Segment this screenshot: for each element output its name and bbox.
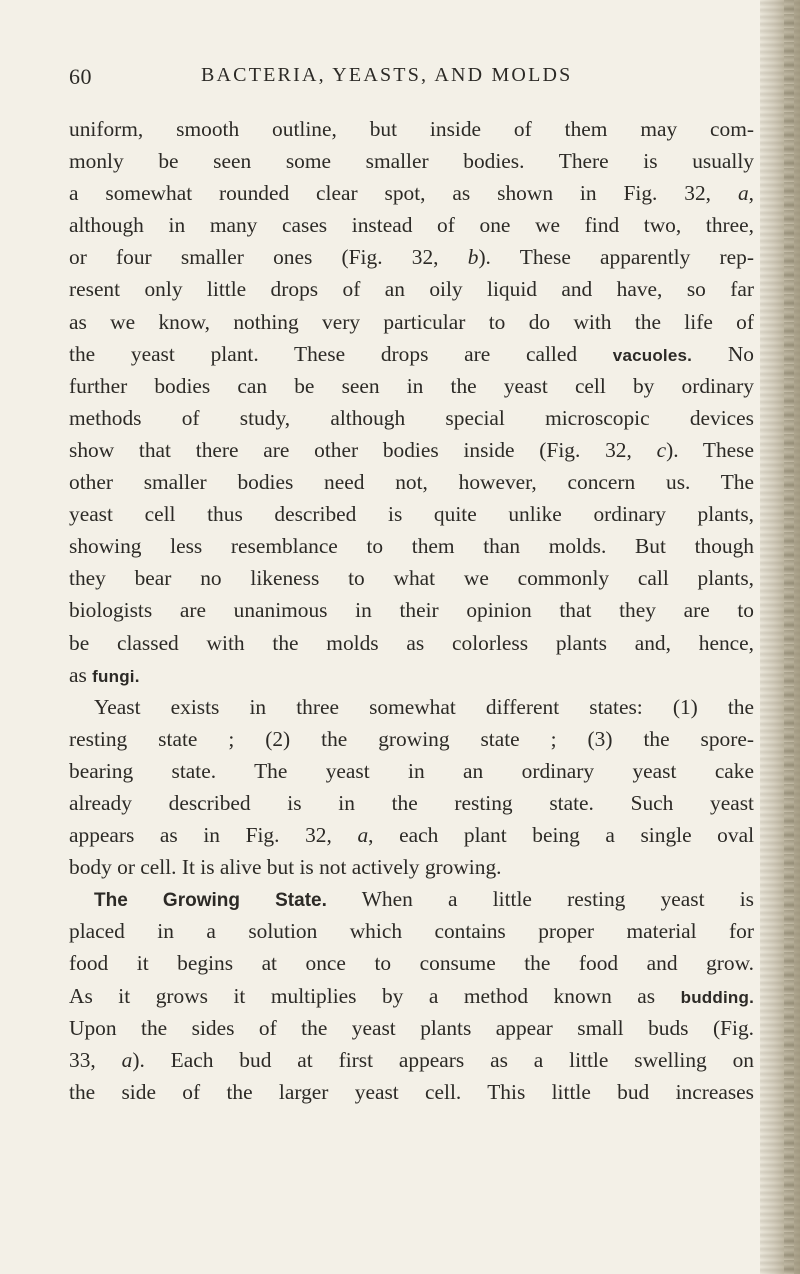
text-run: or four smaller ones (Fig. 32,	[69, 245, 468, 270]
text-run: resting state ; (2) the growing state ; (3) the spore-	[69, 726, 754, 751]
text-run: Upon the sides of the yeast plants appear small buds (Fig.	[69, 1015, 754, 1040]
text-run: show that there are other bodies inside (Fig. 32,	[69, 437, 657, 462]
text-run: showing less resemblance to them than molds. But though	[69, 534, 754, 559]
bold-term: fungi.	[92, 666, 140, 686]
text-line	[69, 1044, 754, 1076]
text-line	[69, 1012, 754, 1044]
text-run: food it begins at once to consume the food and grow.	[69, 951, 754, 976]
text-line	[69, 466, 754, 498]
text-run: resent only little drops of an oily liquid and have, so far	[69, 277, 754, 302]
text-line	[69, 819, 754, 851]
page-edge-shadow	[760, 0, 800, 1274]
text-run: 33,	[69, 1047, 122, 1072]
text-run: a somewhat rounded clear spot, as shown in Fig. 32,	[69, 181, 738, 206]
text-run: although in many cases instead of one we find two, three,	[69, 213, 754, 238]
text-line	[69, 370, 754, 402]
text-line	[69, 209, 754, 241]
text-line	[69, 306, 754, 338]
text-line	[69, 755, 754, 787]
text-line	[69, 434, 754, 466]
text-line	[69, 659, 754, 691]
text-run: as we know, nothing very particular to do with the life of	[69, 309, 754, 334]
text-line	[69, 691, 754, 723]
text-run: methods of study, although special microscopic devices	[69, 405, 754, 430]
text-line	[69, 947, 754, 979]
text-line	[69, 787, 754, 819]
italic-letter: a	[737, 181, 749, 206]
text-run: the side of the larger yeast cell. This little bud increases	[69, 1079, 754, 1104]
text-line	[69, 113, 754, 145]
text-run: When a little resting yeast is	[326, 887, 755, 912]
text-run: bearing state. The yeast in an ordinary yeast cake	[69, 758, 754, 783]
text-line	[69, 498, 754, 530]
section-heading: The Growing State.	[94, 890, 327, 912]
text-run: as	[69, 662, 93, 687]
italic-letter: b	[467, 245, 479, 270]
italic-letter: a	[121, 1047, 133, 1072]
text-run: already described is in the resting state. Such yeast	[69, 790, 754, 815]
text-run: monly be seen some smaller bodies. There is usually	[69, 149, 754, 174]
text-run: further bodies can be seen in the yeast cell by ordinary	[69, 373, 754, 398]
text-line	[69, 883, 754, 915]
page-header	[69, 64, 749, 94]
page-number: 60	[69, 64, 92, 89]
text-run: uniform, smooth outline, but inside of them may com-	[69, 117, 754, 141]
text-run: ,	[748, 181, 754, 206]
text-line	[69, 915, 754, 947]
text-run: placed in a solution which contains proper material for	[69, 919, 754, 944]
text-line	[69, 145, 754, 177]
text-line	[69, 980, 754, 1012]
text-run: As it grows it multiplies by a method known as	[69, 983, 681, 1008]
text-run: the yeast plant. These drops are called	[69, 341, 613, 366]
running-head: BACTERIA, YEASTS, AND MOLDS	[201, 64, 573, 86]
text-run: ). These	[666, 437, 754, 462]
bold-term: vacuoles.	[612, 345, 693, 365]
text-run: ). These apparently rep-	[478, 245, 754, 270]
text-line	[69, 723, 754, 755]
text-line	[69, 562, 754, 594]
text-run: body or cell. It is alive but is not actively growing.	[69, 855, 502, 880]
text-run: biologists are unanimous in their opinion that they are to	[69, 598, 754, 623]
text-run: Yeast exists in three somewhat different states: (1) the	[94, 694, 754, 719]
text-run: ). Each bud at first appears as a little swelling on	[132, 1047, 754, 1072]
italic-letter: a	[357, 823, 369, 848]
text-run: be classed with the molds as colorless plants and, hence,	[69, 630, 754, 655]
text-line	[69, 338, 754, 370]
body-text	[69, 113, 754, 1108]
text-line	[69, 402, 754, 434]
text-run: No	[692, 341, 754, 366]
text-line	[69, 851, 754, 883]
text-line	[69, 594, 754, 626]
text-line	[69, 627, 754, 659]
text-line	[69, 530, 754, 562]
italic-letter: c	[656, 437, 667, 462]
text-line	[69, 177, 754, 209]
text-line	[69, 273, 754, 305]
text-run: other smaller bodies need not, however, concern us. The	[69, 470, 754, 495]
text-run: they bear no likeness to what we commonly call plants,	[69, 566, 754, 591]
text-run: yeast cell thus described is quite unlike ordinary plants,	[69, 502, 754, 527]
text-run: appears as in Fig. 32,	[69, 823, 358, 848]
text-run: , each plant being a single oval	[368, 823, 755, 848]
text-line	[69, 241, 754, 273]
bold-term: budding.	[680, 987, 754, 1007]
text-line	[69, 1076, 754, 1108]
